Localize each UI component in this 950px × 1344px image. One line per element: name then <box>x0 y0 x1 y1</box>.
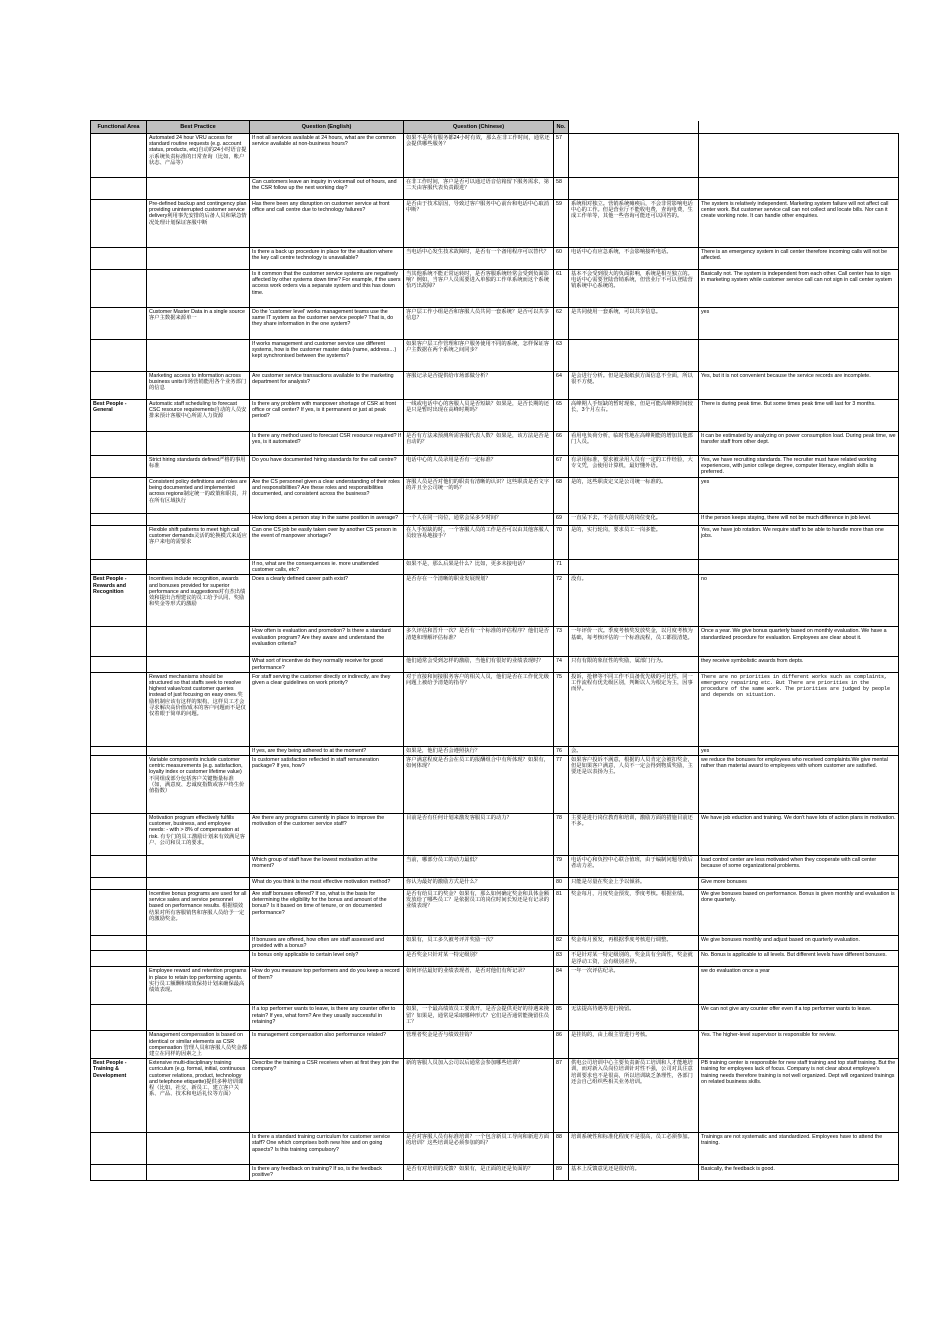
cell-question-english: Is there any problem with manpower shortage of CSR at front office or call center? If yes, is it permanent or just at peak period? <box>250 400 404 432</box>
cell-functional-area <box>91 526 147 560</box>
cell-number: 88 <box>554 1133 569 1165</box>
table-row <box>91 340 899 372</box>
cell-number: 85 <box>554 1005 569 1031</box>
cell-number: 89 <box>554 1165 569 1180</box>
cell-best-practice <box>147 936 250 951</box>
header-question-chinese: Question (Chinese) <box>404 121 554 134</box>
table-row <box>91 878 899 890</box>
cell-question-chinese: 客户层工作小组是否和客服人员共同一套系统？是否可以共享信息？ <box>404 308 554 340</box>
cell-answer-chinese: 电话中心有应急系统，不会影响接听电话。 <box>569 248 699 270</box>
cell-number: 68 <box>554 478 569 514</box>
cell-answer-english <box>699 134 899 178</box>
cell-question-english: Can customers leave an inquiry in voicemail out of hours, and the CSR follow up the next working day? <box>250 178 404 200</box>
table-row <box>91 400 899 432</box>
cell-number: 86 <box>554 1031 569 1059</box>
cell-functional-area: Best People - General <box>91 400 147 432</box>
cell-functional-area <box>91 756 147 814</box>
cell-question-english: If works management and customer service use different systems, how is the customer master data (name, address…) kept synchronised between the systems? <box>250 340 404 372</box>
cell-best-practice <box>147 178 250 200</box>
header-best-practice: Best Practice <box>147 121 250 134</box>
cell-functional-area <box>91 200 147 248</box>
cell-question-chinese: 如何评估最好的业绩表现者，是否对他们有所记录？ <box>404 967 554 1005</box>
cell-best-practice <box>147 627 250 657</box>
table-row <box>91 890 899 936</box>
cell-answer-chinese: 会。 <box>569 746 699 755</box>
cell-question-english: How do you measure top performers and do you keep a record of them? <box>250 967 404 1005</box>
cell-question-chinese: 当前，哪部分员工的动力最低？ <box>404 856 554 878</box>
cell-answer-english: There are no priorities in different works such as complaints, emergency repairing etc. But There are priorities in the procedure of the same work. The priorities are judged by people and depends on situation. <box>699 672 899 746</box>
cell-question-english: Do you have documented hiring standards for the call centre? <box>250 456 404 478</box>
cell-question-english: For staff serving the customer directly or indirectly, are they given a clear guidelines on work priority? <box>250 672 404 746</box>
cell-question-chinese: 客服记录是否提供给市场部做分析？ <box>404 372 554 400</box>
cell-best-practice: Incentive bonus programs are used for all service sales and service personnel based on performance results. 根据绩效结果对所有客服销售和客服人员给予一定的激励奖金。 <box>147 890 250 936</box>
cell-functional-area <box>91 627 147 657</box>
cell-question-chinese: 如果，一个最高绩效员工要离开，是否会提供更好的待遇来挽留？如果是，通常是采取哪种形式？它们是否通常能挽留住员工？ <box>404 1005 554 1031</box>
cell-best-practice <box>147 657 250 672</box>
cell-functional-area <box>91 248 147 270</box>
survey-table <box>90 120 899 1181</box>
cell-number: 82 <box>554 936 569 951</box>
cell-answer-chinese: 看用电负荷分析，临时性地在高峰期能的增加其他部门人员。 <box>569 432 699 456</box>
cell-best-practice <box>147 270 250 308</box>
cell-question-chinese: 电话中心的人员录用是否有一定标准？ <box>404 456 554 478</box>
cell-answer-chinese: 有录用标准，要求被录用人员有一定的工作经验，大专文凭，会使用计算机，最好懂外语。 <box>569 456 699 478</box>
cell-answer-english: we reduce the bonuses for employees who received complaints.We give mental rather than material award to employees with whom customer are satisfied. <box>699 756 899 814</box>
cell-answer-chinese: 一年一次评估纪录。 <box>569 967 699 1005</box>
cell-number: 80 <box>554 878 569 890</box>
cell-question-english: If bonuses are offered, how often are staff assessed and provided with a bonus? <box>250 936 404 951</box>
cell-functional-area <box>91 856 147 878</box>
cell-question-english: What sort of incentive do they normally receive for good performance? <box>250 657 404 672</box>
cell-question-english: Is customer satisfaction reflected in staff remuneration package? If yes, how? <box>250 756 404 814</box>
cell-question-chinese: 在非工作时间，客户是否可以通过语音信箱留下服务需求，第二天由客服代表负责跟进？ <box>404 178 554 200</box>
cell-question-english: Is bonus only applicable to certain level only? <box>250 951 404 967</box>
cell-question-chinese: 客户满意程度是否会在员工的报酬组合中有所体现？如果有，如何体现？ <box>404 756 554 814</box>
cell-functional-area <box>91 1005 147 1031</box>
cell-question-chinese: 新的客服人员加入公司以后通常会参加哪些培训？ <box>404 1059 554 1133</box>
cell-best-practice: Extensive multi-disciplinary training curriculum (e.g. formal, initial, continuous customer relations, product, technology and telephone etiquette)提供多种培训课程（比如，社交、新员工、建立客户关系、产品、技术和电话礼仪等方面） <box>147 1059 250 1133</box>
cell-answer-chinese: 一年评价一次。季度考核奖发放奖金，以月度考核为基础，每考核评估的一个标准流程，员工都很清楚。 <box>569 627 699 657</box>
table-row <box>91 456 899 478</box>
cell-functional-area: Best People - Training & Development <box>91 1059 147 1133</box>
cell-answer-english: We have job eduction and training. We don't have lots of action plans in motivation. <box>699 814 899 856</box>
cell-question-english: Is there any feedback on training? If so, is the feedback positive? <box>250 1165 404 1180</box>
table-row <box>91 248 899 270</box>
header-question-english: Question (English) <box>250 121 404 134</box>
cell-functional-area <box>91 814 147 856</box>
cell-question-chinese: 当电话中心发生技术故障时，是否有一个备用程序可以替代？ <box>404 248 554 270</box>
cell-question-chinese: 对于直接和间接服务客户的相关人员，他们是否在工作优先级问题上被给予清楚的指导？ <box>404 672 554 746</box>
cell-question-english: If yes, are they being adhered to at the moment? <box>250 746 404 755</box>
cell-question-chinese: 是否有方法来预测所需客服代表人数？如果是，该方法是否是自动的？ <box>404 432 554 456</box>
cell-answer-chinese: 基本不会受到很大的负面影响，系统是相互独立的。电话中心需要登陆营销系统，但营业厅不可以登陆营销系统中心系统的。 <box>569 270 699 308</box>
cell-answer-english <box>699 178 899 200</box>
cell-question-chinese: 是否有对培训的反馈？如果有，是正面的还是负面的？ <box>404 1165 554 1180</box>
cell-number: 57 <box>554 134 569 178</box>
cell-question-english: Has there been any disruption on customer service at front office and call centre due to technology failures? <box>250 200 404 248</box>
cell-question-english: Do the 'customer level' works management teams use the same IT system as the customer service people? That is, do they share information in the one system? <box>250 308 404 340</box>
cell-answer-english: yes <box>699 478 899 514</box>
cell-answer-chinese: 只有有限的象征性的奖励，属部门行为。 <box>569 657 699 672</box>
cell-functional-area <box>91 1165 147 1180</box>
cell-answer-chinese: 系统相对独立。营销系统瘫痪后，不会非常影响电话中心的工作。但是营业厅不能收电费，查询电费，生成工作单等，其他一些咨询可能还可以回答的。 <box>569 200 699 248</box>
cell-functional-area: Best People - Rewards and Recognition <box>91 575 147 627</box>
cell-number: 81 <box>554 890 569 936</box>
cell-best-practice: Management compensation is based on identical or similar elements as CSR compensation 管理人员和客服人员奖金都建立在同样的因素之上 <box>147 1031 250 1059</box>
cell-number: 79 <box>554 856 569 878</box>
cell-best-practice <box>147 1165 250 1180</box>
cell-answer-chinese: 没有。 <box>569 575 699 627</box>
cell-answer-english: PB training center is responsible for new staff training and top staff training. But the training for employees lack of focus. Company is not clear about employee's training needs therefore training is not well organized. Dept will organized trainings on related business skills. <box>699 1059 899 1133</box>
cell-best-practice <box>147 1005 250 1031</box>
cell-answer-chinese: 基本上反馈意见还是很好的。 <box>569 1165 699 1180</box>
cell-functional-area <box>91 878 147 890</box>
cell-answer-english: Give more bonuses <box>699 878 899 890</box>
cell-best-practice <box>147 951 250 967</box>
cell-question-chinese: 是否对客服人员有标准培训？一个包含新员工导向和新进方面的培训？这些培训是必须参加的吗？ <box>404 1133 554 1165</box>
cell-answer-english: If the person keeps staying, there will not be much difference in job level. <box>699 514 899 526</box>
cell-answer-chinese <box>569 340 699 372</box>
table-row <box>91 526 899 560</box>
cell-answer-english: It can be estimated by analyzing on power consumption load. During peak time, we transfer staff from other dept. <box>699 432 899 456</box>
cell-best-practice: Flexible shift patterns to meet high call customer demands灵活的轮换模式来适应客户来电的需要求 <box>147 526 250 560</box>
cell-best-practice: Variable components include customer centric measurements (e.g. satisfaction, loyalty index or customer lifetime value) 不同组成部分包括客户关键衡量标准（如，满意度、忠诚度指数或客户终生价值指数） <box>147 756 250 814</box>
cell-answer-chinese: 供电公司培训中心主要负责新员工培训和人才能地培训，而对新入员岗位培训针对性不强，公司对具注意培训要求也不是很高，所以培训缺乏条理性，各部门还会自己组织些相关业务培训。 <box>569 1059 699 1133</box>
cell-functional-area <box>91 270 147 308</box>
cell-question-chinese: 一线或电话中心的客服人员是否短缺？如果是，是否长期的还是只是暂时出现在高峰时期吗？ <box>404 400 554 432</box>
table-row <box>91 627 899 657</box>
cell-best-practice: Strict hiring standards defined严格的事用标准 <box>147 456 250 478</box>
table-body <box>91 134 899 1181</box>
cell-number: 87 <box>554 1059 569 1133</box>
cell-question-chinese: 如果客户层工作管理和客户服务使用不同的系统，怎样保证客户主数据在两个系统之间同步？ <box>404 340 554 372</box>
cell-best-practice <box>147 340 250 372</box>
cell-answer-english: There is during peak time. But some times peak time will last for 3 months. <box>699 400 899 432</box>
header-number: No. <box>554 121 569 134</box>
cell-answer-chinese: 培训系统性和标准化程度不是很高，员工必须参加。 <box>569 1133 699 1165</box>
cell-question-english: If no, what are the consequences ie. more unattended customer calls, etc? <box>250 560 404 575</box>
cell-functional-area <box>91 514 147 526</box>
cell-answer-chinese: 是会进行分析。但是是报纸获方面信息不全面，所以很不方便。 <box>569 372 699 400</box>
table-row <box>91 1005 899 1031</box>
cell-question-english: Is there a back up procedure in place for the situation where the key call centre technology is unavailable? <box>250 248 404 270</box>
cell-number: 58 <box>554 178 569 200</box>
cell-answer-chinese <box>569 178 699 200</box>
cell-answer-english: yes <box>699 746 899 755</box>
table-row <box>91 134 899 178</box>
cell-functional-area <box>91 178 147 200</box>
cell-question-english: What do you think is the most effective motivation method? <box>250 878 404 890</box>
cell-answer-chinese <box>569 560 699 575</box>
table-row <box>91 270 899 308</box>
cell-best-practice: Employee reward and retention programs in place to retain top performing agents. 实行员工额酬和绩效保持计划来确保最高绩效表现。 <box>147 967 250 1005</box>
table-row <box>91 672 899 746</box>
table-row <box>91 746 899 755</box>
cell-answer-chinese: 是共同使用一套系统，可以共享信息。 <box>569 308 699 340</box>
cell-number: 83 <box>554 951 569 967</box>
cell-functional-area <box>91 340 147 372</box>
cell-functional-area <box>91 1031 147 1059</box>
cell-question-english: Are the CS personnel given a clear understanding of their roles and responsibilities? Are these roles and responsibilities documented, and consistent across the business? <box>250 478 404 514</box>
table-row <box>91 514 899 526</box>
cell-best-practice <box>147 248 250 270</box>
cell-functional-area <box>91 890 147 936</box>
cell-answer-chinese: 不是针对某一特定级别的，奖金具有全面性，奖金就是浮动工资，会有级别差异。 <box>569 951 699 967</box>
cell-number: 62 <box>554 308 569 340</box>
table-row <box>91 308 899 340</box>
cell-number: 76 <box>554 746 569 755</box>
cell-number: 84 <box>554 967 569 1005</box>
cell-answer-english: no <box>699 575 899 627</box>
cell-number: 71 <box>554 560 569 575</box>
cell-answer-english: We give bonuses based on performance. Bonus is given monthly and evaluation is done quarterly. <box>699 890 899 936</box>
cell-question-english: Is it common that the customer service systems are negatively affected by other systems down time? For example, if the users access work orders via a separate system and this has down time. <box>250 270 404 308</box>
cell-best-practice <box>147 560 250 575</box>
cell-question-english: If not all services available at 24 hours, what are the common service available at non-business hours? <box>250 134 404 178</box>
cell-question-chinese: 是否存在一个清晰的职业发展规划？ <box>404 575 554 627</box>
cell-answer-english: Basically, the feedback is good. <box>699 1165 899 1180</box>
cell-answer-english: Yes. The higher-level supervisor is responsible for review. <box>699 1031 899 1059</box>
cell-question-english: Can one CS job be easily taken over by another CS person in the event of manpower shortage? <box>250 526 404 560</box>
cell-answer-english: load control center are less motivated when they cooperate with call center because of some organizational problems. <box>699 856 899 878</box>
cell-functional-area <box>91 456 147 478</box>
cell-functional-area <box>91 134 147 178</box>
cell-question-chinese: 客服人员是否对他们的职责有清晰的认识？这些职责是否文字的并且全公司统一的吗？ <box>404 478 554 514</box>
cell-number: 77 <box>554 756 569 814</box>
cell-best-practice: Incentives include recognition, awards and bonuses provided for superior performance and suggestions对有杰出绩效和提出合理建议的员工给予认同、奖励和奖金等形式的激励 <box>147 575 250 627</box>
table-row <box>91 560 899 575</box>
cell-question-english: Are customer service transactions available to the marketing department for analysis? <box>250 372 404 400</box>
cell-answer-english: No. Bonus is applicable to all levels. But different levels have different bonuses. <box>699 951 899 967</box>
cell-answer-chinese: 高峰期人手短缺的暂时现象，但是可能高峰期时间较长，3个月左右。 <box>569 400 699 432</box>
cell-question-chinese: 如果不是所有服务都24小时有效，那么在非工作时间，通常还会提供哪些服务？ <box>404 134 554 178</box>
table-row <box>91 951 899 967</box>
header-row <box>91 121 899 134</box>
table-row <box>91 856 899 878</box>
cell-answer-chinese: 是挂钩的，由上级主管进行考核。 <box>569 1031 699 1059</box>
cell-best-practice: Reward mechanisms should be structured so that staffs seek to resolve highest value/cost customer queries instead of just focusing on easy ones.奖励机制应该有这样的架构，这样员工才会寻求解决高价值/成本的客户问题而不是仅仅着眼于简单的问题。 <box>147 672 250 746</box>
cell-number: 78 <box>554 814 569 856</box>
cell-best-practice: Consistent policy definitions and roles are being documented and implemented across regions制定统一的政策和职责，并在所有区域执行 <box>147 478 250 514</box>
cell-answer-chinese: 投诉，抢修等不同工作不具备优先级的可比性，同一工作流程有优先级区别，判断以人为根定为主，因事而异。 <box>569 672 699 746</box>
cell-question-chinese: 在人手短缺的时，一个客服人员的工作是否可以由其他客服人员较容易地接手？ <box>404 526 554 560</box>
table-row <box>91 575 899 627</box>
cell-answer-chinese: 如果客户投诉不满意，根据的人员肯定会被扣奖金，但是如果客户满意，人员不一定会得到物质奖励，主要还是以表扬为主。 <box>569 756 699 814</box>
cell-best-practice <box>147 746 250 755</box>
cell-question-chinese: 是否有给员工的奖金？如果有，那么如何确定奖金和具体金额发放给了哪些员工？是依据员工的岗位时间长短还是有记录的业绩表现？ <box>404 890 554 936</box>
cell-best-practice <box>147 432 250 456</box>
cell-question-english: Which group of staff have the lowest motivation at the moment? <box>250 856 404 878</box>
cell-number: 63 <box>554 340 569 372</box>
cell-answer-english: Yes, we have job rotation. We require staff to be able to handle more than one jobs. <box>699 526 899 560</box>
cell-question-chinese: 多久评估和晋升一次？是否有一个标准的评估程序？他们是否清楚和理解评估标准？ <box>404 627 554 657</box>
cell-question-english: Is there a standard training curriculum for customer service staff? One which comprises both new hire and on going apsects? Is this training compulsory? <box>250 1133 404 1165</box>
table-row <box>91 657 899 672</box>
cell-answer-chinese: 无法提高待遇等进行挽留。 <box>569 1005 699 1031</box>
cell-question-english: How often is evaluation and promotion? Is there a standard evaluation program? Are they aware and understand the evaluation criteria? <box>250 627 404 657</box>
cell-answer-english: yes <box>699 308 899 340</box>
cell-answer-english: we do evaluation once a year <box>699 967 899 1005</box>
cell-best-practice: Customer Master Data in a single source客户主数据来源单一 <box>147 308 250 340</box>
header-functional-area: Functional Area <box>91 121 147 134</box>
cell-number: 59 <box>554 200 569 248</box>
cell-answer-chinese: 主要是进行岗位教育和培训，激励方面的措施目前还不多。 <box>569 814 699 856</box>
cell-functional-area <box>91 657 147 672</box>
cell-best-practice <box>147 1133 250 1165</box>
cell-best-practice <box>147 514 250 526</box>
cell-answer-chinese: 电话中心和负控中心联合值班，由于编制问题导致后者动力差。 <box>569 856 699 878</box>
cell-functional-area <box>91 672 147 746</box>
cell-answer-english: The system is relatively independent. Marketing system failure will not affect call center work. But customer service call can not collect and locate bills. Nor can it create working note. It can handle other enquiries. <box>699 200 899 248</box>
cell-question-english: Does a clearly defined career path exist? <box>250 575 404 627</box>
table-row <box>91 1059 899 1133</box>
cell-question-chinese: 当其他系统不能正常运转时，是否客服系统经常会受到负面影响？例如，当客户人员需要进入单独的工作单系统而这个系统恰巧出故障？ <box>404 270 554 308</box>
cell-question-english: If a top performer wants to leave, is there any counter offer to retain? If yes, what form? Are they usually successful in retaining? <box>250 1005 404 1031</box>
cell-question-english: How long does a person stay in the same position in average? <box>250 514 404 526</box>
cell-answer-english: they receive symbolistic awards from depts. <box>699 657 899 672</box>
cell-question-english: Is there any method used to forecast CSR resource required? If yes, is it automated? <box>250 432 404 456</box>
cell-answer-chinese <box>569 134 699 178</box>
cell-best-practice: Marketing access to information across business units市场营销能用各个业务部门的信息 <box>147 372 250 400</box>
cell-functional-area <box>91 936 147 951</box>
cell-best-practice: Pre-defined backup and contingency plan providing uninterrupted customer service delivery利用事先安排的后备人员和紧急情况处理计划保证客服中断 <box>147 200 250 248</box>
table-row <box>91 967 899 1005</box>
cell-question-chinese: 是否由于技术原因，导致过客户服务中心前台和电话中心取消中断？ <box>404 200 554 248</box>
cell-number: 60 <box>554 248 569 270</box>
cell-best-practice: Motivation program effectively fulfills customer, business, and employee needs: - with > 8% of compensation at risk. 有专门的员工激励计划来有效满足客户、公司和员工的要求。 <box>147 814 250 856</box>
cell-number: 66 <box>554 432 569 456</box>
table-row <box>91 372 899 400</box>
cell-number: 61 <box>554 270 569 308</box>
cell-answer-english: Yes, we have recruiting standards. The recruiter must have related working experiences, with junior college degree, computer literacy, english skills is preferred. <box>699 456 899 478</box>
cell-question-chinese: 你认为最好的激励方式是什么？ <box>404 878 554 890</box>
cell-number: 64 <box>554 372 569 400</box>
cell-functional-area <box>91 432 147 456</box>
cell-answer-english <box>699 560 899 575</box>
header-answer-chinese <box>569 121 699 134</box>
cell-answer-english: We give bonuses monthly and adjust based on quarterly evaluation. <box>699 936 899 951</box>
cell-best-practice <box>147 856 250 878</box>
survey-sheet <box>90 120 898 1181</box>
cell-functional-area <box>91 478 147 514</box>
cell-question-english: Describe the training a CSR receives when at first they join the company? <box>250 1059 404 1133</box>
cell-number: 69 <box>554 514 569 526</box>
cell-best-practice: Automated 24 hour VRU access for standard routine requests (e.g. account status, products, etc)自动的24小时语音提示系统负责标准的日常查询（比如，帐户状态、产品等） <box>147 134 250 178</box>
cell-best-practice: Automatic staff scheduling to forecast CSC resource requirements自动的人员安排来预计客服中心所需人力资源 <box>147 400 250 432</box>
table-row <box>91 1165 899 1180</box>
cell-question-chinese: 如果是，他们是否会遵照执行？ <box>404 746 554 755</box>
cell-number: 65 <box>554 400 569 432</box>
cell-answer-chinese: 一直呆下去，不会有很大的岗位变化。 <box>569 514 699 526</box>
cell-answer-english: We can not give any counter offer even if a top performer wants to leave. <box>699 1005 899 1031</box>
cell-answer-chinese: 是的，实行轮岗，要求员工一岗多能。 <box>569 526 699 560</box>
cell-functional-area <box>91 951 147 967</box>
table-row <box>91 936 899 951</box>
cell-answer-english: Yes, but it is not convenient because the service records are incomplete. <box>699 372 899 400</box>
cell-answer-chinese: 奖金每月，月度奖金预发，季度考核。根据业绩。 <box>569 890 699 936</box>
cell-answer-chinese: 奖金每月预发，再根据季度考核进行调整。 <box>569 936 699 951</box>
table-row <box>91 756 899 814</box>
cell-functional-area <box>91 1133 147 1165</box>
cell-number: 74 <box>554 657 569 672</box>
cell-question-chinese: 他们通常会受到怎样的激励，当他们有很好的业绩表现时？ <box>404 657 554 672</box>
table-row <box>91 478 899 514</box>
cell-answer-chinese: 只能是尽量在奖金上予以倾斜。 <box>569 878 699 890</box>
cell-number: 75 <box>554 672 569 746</box>
table-row <box>91 200 899 248</box>
cell-functional-area <box>91 746 147 755</box>
cell-number: 72 <box>554 575 569 627</box>
table-row <box>91 1031 899 1059</box>
cell-number: 70 <box>554 526 569 560</box>
cell-functional-area <box>91 560 147 575</box>
table-row <box>91 178 899 200</box>
table-row <box>91 1133 899 1165</box>
cell-question-english: Are staff bonuses offered? If so, what is the basis for determining the eligibility for the bonus and amount of the bonus? Is it based on time of tenure, or on documented performance? <box>250 890 404 936</box>
cell-answer-chinese: 是的，这些职责定义是公司统一标准的。 <box>569 478 699 514</box>
cell-best-practice <box>147 878 250 890</box>
cell-question-chinese: 一个人在同一岗位，通常会呆多少时间？ <box>404 514 554 526</box>
table-row <box>91 814 899 856</box>
cell-functional-area <box>91 372 147 400</box>
cell-question-chinese: 是否奖金只针对某一特定级别？ <box>404 951 554 967</box>
cell-functional-area <box>91 308 147 340</box>
cell-question-chinese: 如果不是，那么后果是什么？比如，更多未接电话？ <box>404 560 554 575</box>
cell-question-english: Are there any programs currently in place to improve the motivation of the customer service staff? <box>250 814 404 856</box>
cell-question-chinese: 如果有，员工多久被考评并奖励一次？ <box>404 936 554 951</box>
cell-question-chinese: 目前是否有任何计划来激发客服员工的动力？ <box>404 814 554 856</box>
table-row <box>91 432 899 456</box>
cell-question-chinese: 管理者奖金是否与绩效挂钩？ <box>404 1031 554 1059</box>
header-answer-english <box>699 121 899 134</box>
cell-number: 73 <box>554 627 569 657</box>
cell-answer-english <box>699 340 899 372</box>
cell-answer-english: Trainings are not systematic and standardized. Employees have to attend the training. <box>699 1133 899 1165</box>
cell-number: 67 <box>554 456 569 478</box>
cell-question-english: Is management compensation also performance related? <box>250 1031 404 1059</box>
cell-answer-english: There is an emergency system in call center therefore incoming calls will not be affected. <box>699 248 899 270</box>
cell-functional-area <box>91 967 147 1005</box>
cell-answer-english: Basically not. The system is independent from each other. Call center has to sign in marketing system while customer service call can not sign in call center system <box>699 270 899 308</box>
cell-answer-english: Once a year. We give bonus quarterly based on monthly evaluation. We have a standardized procedure for evaluation. Employees are clear about it. <box>699 627 899 657</box>
